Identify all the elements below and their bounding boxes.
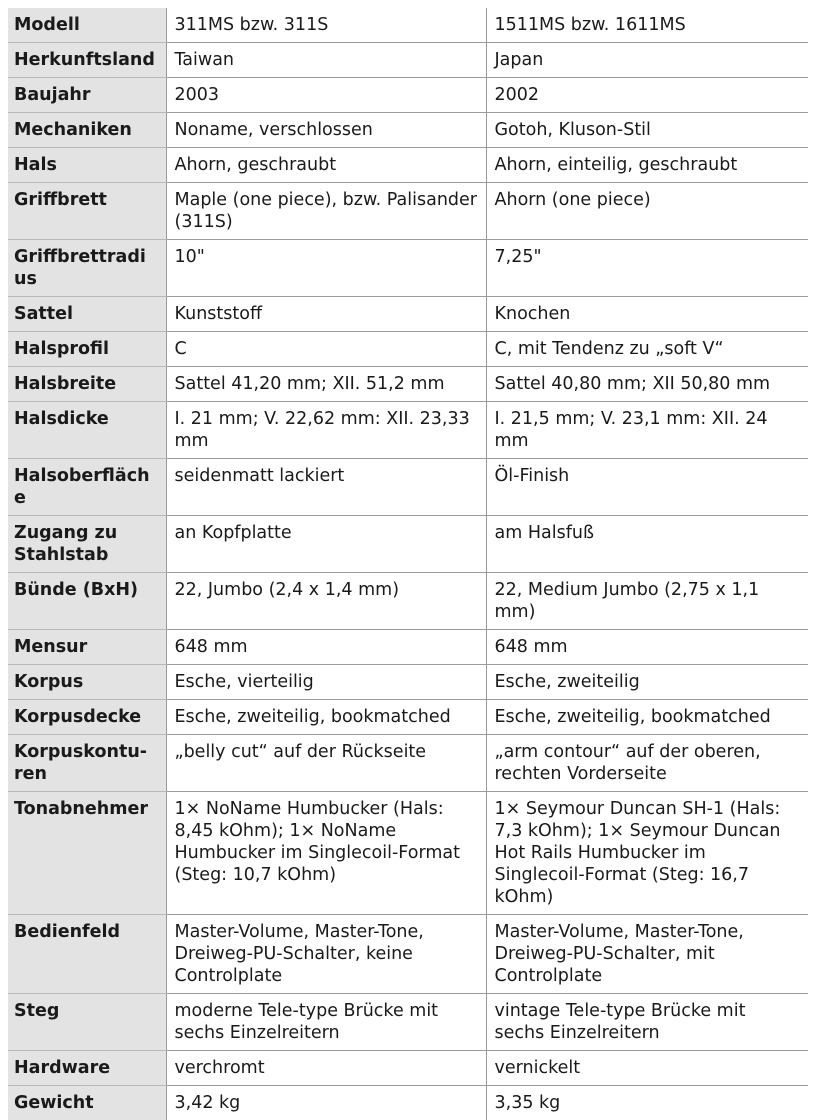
spec-value-model-b: vernickelt bbox=[486, 1051, 808, 1086]
spec-value-model-b: Esche, zweiteilig bbox=[486, 665, 808, 700]
spec-value-model-a: C bbox=[166, 332, 486, 367]
spec-value-model-b: am Halsfuß bbox=[486, 516, 808, 573]
spec-value-model-a: 3,42 kg bbox=[166, 1086, 486, 1120]
spec-value-model-a: Maple (one piece), bzw. Palisander (311S) bbox=[166, 183, 486, 240]
spec-row-label: Griffbrettradius bbox=[8, 240, 166, 297]
spec-value-model-b: Ahorn (one piece) bbox=[486, 183, 808, 240]
spec-value-model-b: Knochen bbox=[486, 297, 808, 332]
spec-table-body bbox=[8, 8, 808, 1120]
spec-row bbox=[8, 8, 808, 43]
spec-row-label: Griffbrett bbox=[8, 183, 166, 240]
spec-row bbox=[8, 915, 808, 994]
spec-row-label: Korpusdecke bbox=[8, 700, 166, 735]
spec-value-model-a: Esche, vierteilig bbox=[166, 665, 486, 700]
spec-row-label: Herkunftsland bbox=[8, 43, 166, 78]
spec-row bbox=[8, 183, 808, 240]
spec-row-label: Hals bbox=[8, 148, 166, 183]
spec-row-label: Modell bbox=[8, 8, 166, 43]
spec-value-model-a: 10" bbox=[166, 240, 486, 297]
spec-value-model-b: vintage Tele-type Brücke mit sechs Einzelreitern bbox=[486, 994, 808, 1051]
spec-row bbox=[8, 994, 808, 1051]
spec-row-label: Bünde (BxH) bbox=[8, 573, 166, 630]
spec-row-label: Mensur bbox=[8, 630, 166, 665]
spec-value-model-a: Taiwan bbox=[166, 43, 486, 78]
spec-row-label: Halsdicke bbox=[8, 402, 166, 459]
spec-row bbox=[8, 367, 808, 402]
spec-value-model-a: 22, Jumbo (2,4 x 1,4 mm) bbox=[166, 573, 486, 630]
spec-row-label: Halsoberfläche bbox=[8, 459, 166, 516]
spec-value-model-b: „arm contour“ auf der oberen, rechten Vorderseite bbox=[486, 735, 808, 792]
spec-row-label: Korpus bbox=[8, 665, 166, 700]
spec-row bbox=[8, 735, 808, 792]
spec-value-model-a: Sattel 41,20 mm; XII. 51,2 mm bbox=[166, 367, 486, 402]
spec-row bbox=[8, 792, 808, 915]
spec-row-label: Mechaniken bbox=[8, 113, 166, 148]
spec-value-model-b: 7,25" bbox=[486, 240, 808, 297]
spec-value-model-b: C, mit Tendenz zu „soft V“ bbox=[486, 332, 808, 367]
spec-row bbox=[8, 297, 808, 332]
spec-value-model-b: Japan bbox=[486, 43, 808, 78]
spec-comparison-table bbox=[8, 8, 808, 1120]
spec-value-model-b: 1× Seymour Duncan SH-1 (Hals: 7,3 kOhm); 1× Seymour Duncan Hot Rails Humbucker im Singlecoil-Format (Steg: 16,7 kOhm) bbox=[486, 792, 808, 915]
spec-row bbox=[8, 459, 808, 516]
spec-row bbox=[8, 402, 808, 459]
spec-value-model-a: 648 mm bbox=[166, 630, 486, 665]
spec-row-label: Korpuskonturen bbox=[8, 735, 166, 792]
spec-value-model-a: Esche, zweiteilig, bookmatched bbox=[166, 700, 486, 735]
spec-row-label: Hardware bbox=[8, 1051, 166, 1086]
spec-row-label: Halsbreite bbox=[8, 367, 166, 402]
spec-row bbox=[8, 240, 808, 297]
spec-value-model-a: moderne Tele-type Brücke mit sechs Einzelreitern bbox=[166, 994, 486, 1051]
spec-value-model-a: Master-Volume, Master-Tone, Dreiweg-PU-Schalter, keine Controlplate bbox=[166, 915, 486, 994]
spec-row-label: Bedienfeld bbox=[8, 915, 166, 994]
spec-value-model-a: 1× NoName Humbucker (Hals: 8,45 kOhm); 1× NoName Humbucker im Singlecoil-Format (Steg: 10,7 kOhm) bbox=[166, 792, 486, 915]
spec-row-label: Sattel bbox=[8, 297, 166, 332]
spec-value-model-b: Esche, zweiteilig, bookmatched bbox=[486, 700, 808, 735]
spec-value-model-a: I. 21 mm; V. 22,62 mm: XII. 23,33 mm bbox=[166, 402, 486, 459]
spec-value-model-a: 311MS bzw. 311S bbox=[166, 8, 486, 43]
spec-value-model-a: an Kopfplatte bbox=[166, 516, 486, 573]
spec-row bbox=[8, 630, 808, 665]
spec-value-model-a: verchromt bbox=[166, 1051, 486, 1086]
spec-row bbox=[8, 573, 808, 630]
spec-row bbox=[8, 700, 808, 735]
spec-value-model-b: Sattel 40,80 mm; XII 50,80 mm bbox=[486, 367, 808, 402]
spec-row-label: Halsprofil bbox=[8, 332, 166, 367]
spec-value-model-b: 1511MS bzw. 1611MS bbox=[486, 8, 808, 43]
spec-value-model-a: 2003 bbox=[166, 78, 486, 113]
spec-value-model-b: Gotoh, Kluson-Stil bbox=[486, 113, 808, 148]
spec-row bbox=[8, 148, 808, 183]
spec-value-model-b: 2002 bbox=[486, 78, 808, 113]
spec-value-model-b: Öl-Finish bbox=[486, 459, 808, 516]
spec-value-model-a: Ahorn, geschraubt bbox=[166, 148, 486, 183]
spec-row-label: Tonabnehmer bbox=[8, 792, 166, 915]
spec-row bbox=[8, 43, 808, 78]
spec-row-label: Gewicht bbox=[8, 1086, 166, 1120]
spec-row-label: Baujahr bbox=[8, 78, 166, 113]
spec-row bbox=[8, 78, 808, 113]
spec-value-model-b: 648 mm bbox=[486, 630, 808, 665]
spec-row bbox=[8, 332, 808, 367]
spec-value-model-a: seidenmatt lackiert bbox=[166, 459, 486, 516]
spec-row-label: Steg bbox=[8, 994, 166, 1051]
spec-value-model-a: Noname, verschlossen bbox=[166, 113, 486, 148]
spec-row bbox=[8, 516, 808, 573]
spec-row bbox=[8, 1086, 808, 1120]
spec-value-model-b: 3,35 kg bbox=[486, 1086, 808, 1120]
spec-row-label: Zugang zu Stahlstab bbox=[8, 516, 166, 573]
spec-value-model-a: „belly cut“ auf der Rückseite bbox=[166, 735, 486, 792]
spec-value-model-b: 22, Medium Jumbo (2,75 x 1,1 mm) bbox=[486, 573, 808, 630]
spec-value-model-a: Kunststoff bbox=[166, 297, 486, 332]
spec-value-model-b: I. 21,5 mm; V. 23,1 mm: XII. 24 mm bbox=[486, 402, 808, 459]
spec-row bbox=[8, 113, 808, 148]
spec-row bbox=[8, 1051, 808, 1086]
spec-row bbox=[8, 665, 808, 700]
spec-value-model-b: Master-Volume, Master-Tone, Dreiweg-PU-Schalter, mit Controlplate bbox=[486, 915, 808, 994]
spec-value-model-b: Ahorn, einteilig, geschraubt bbox=[486, 148, 808, 183]
